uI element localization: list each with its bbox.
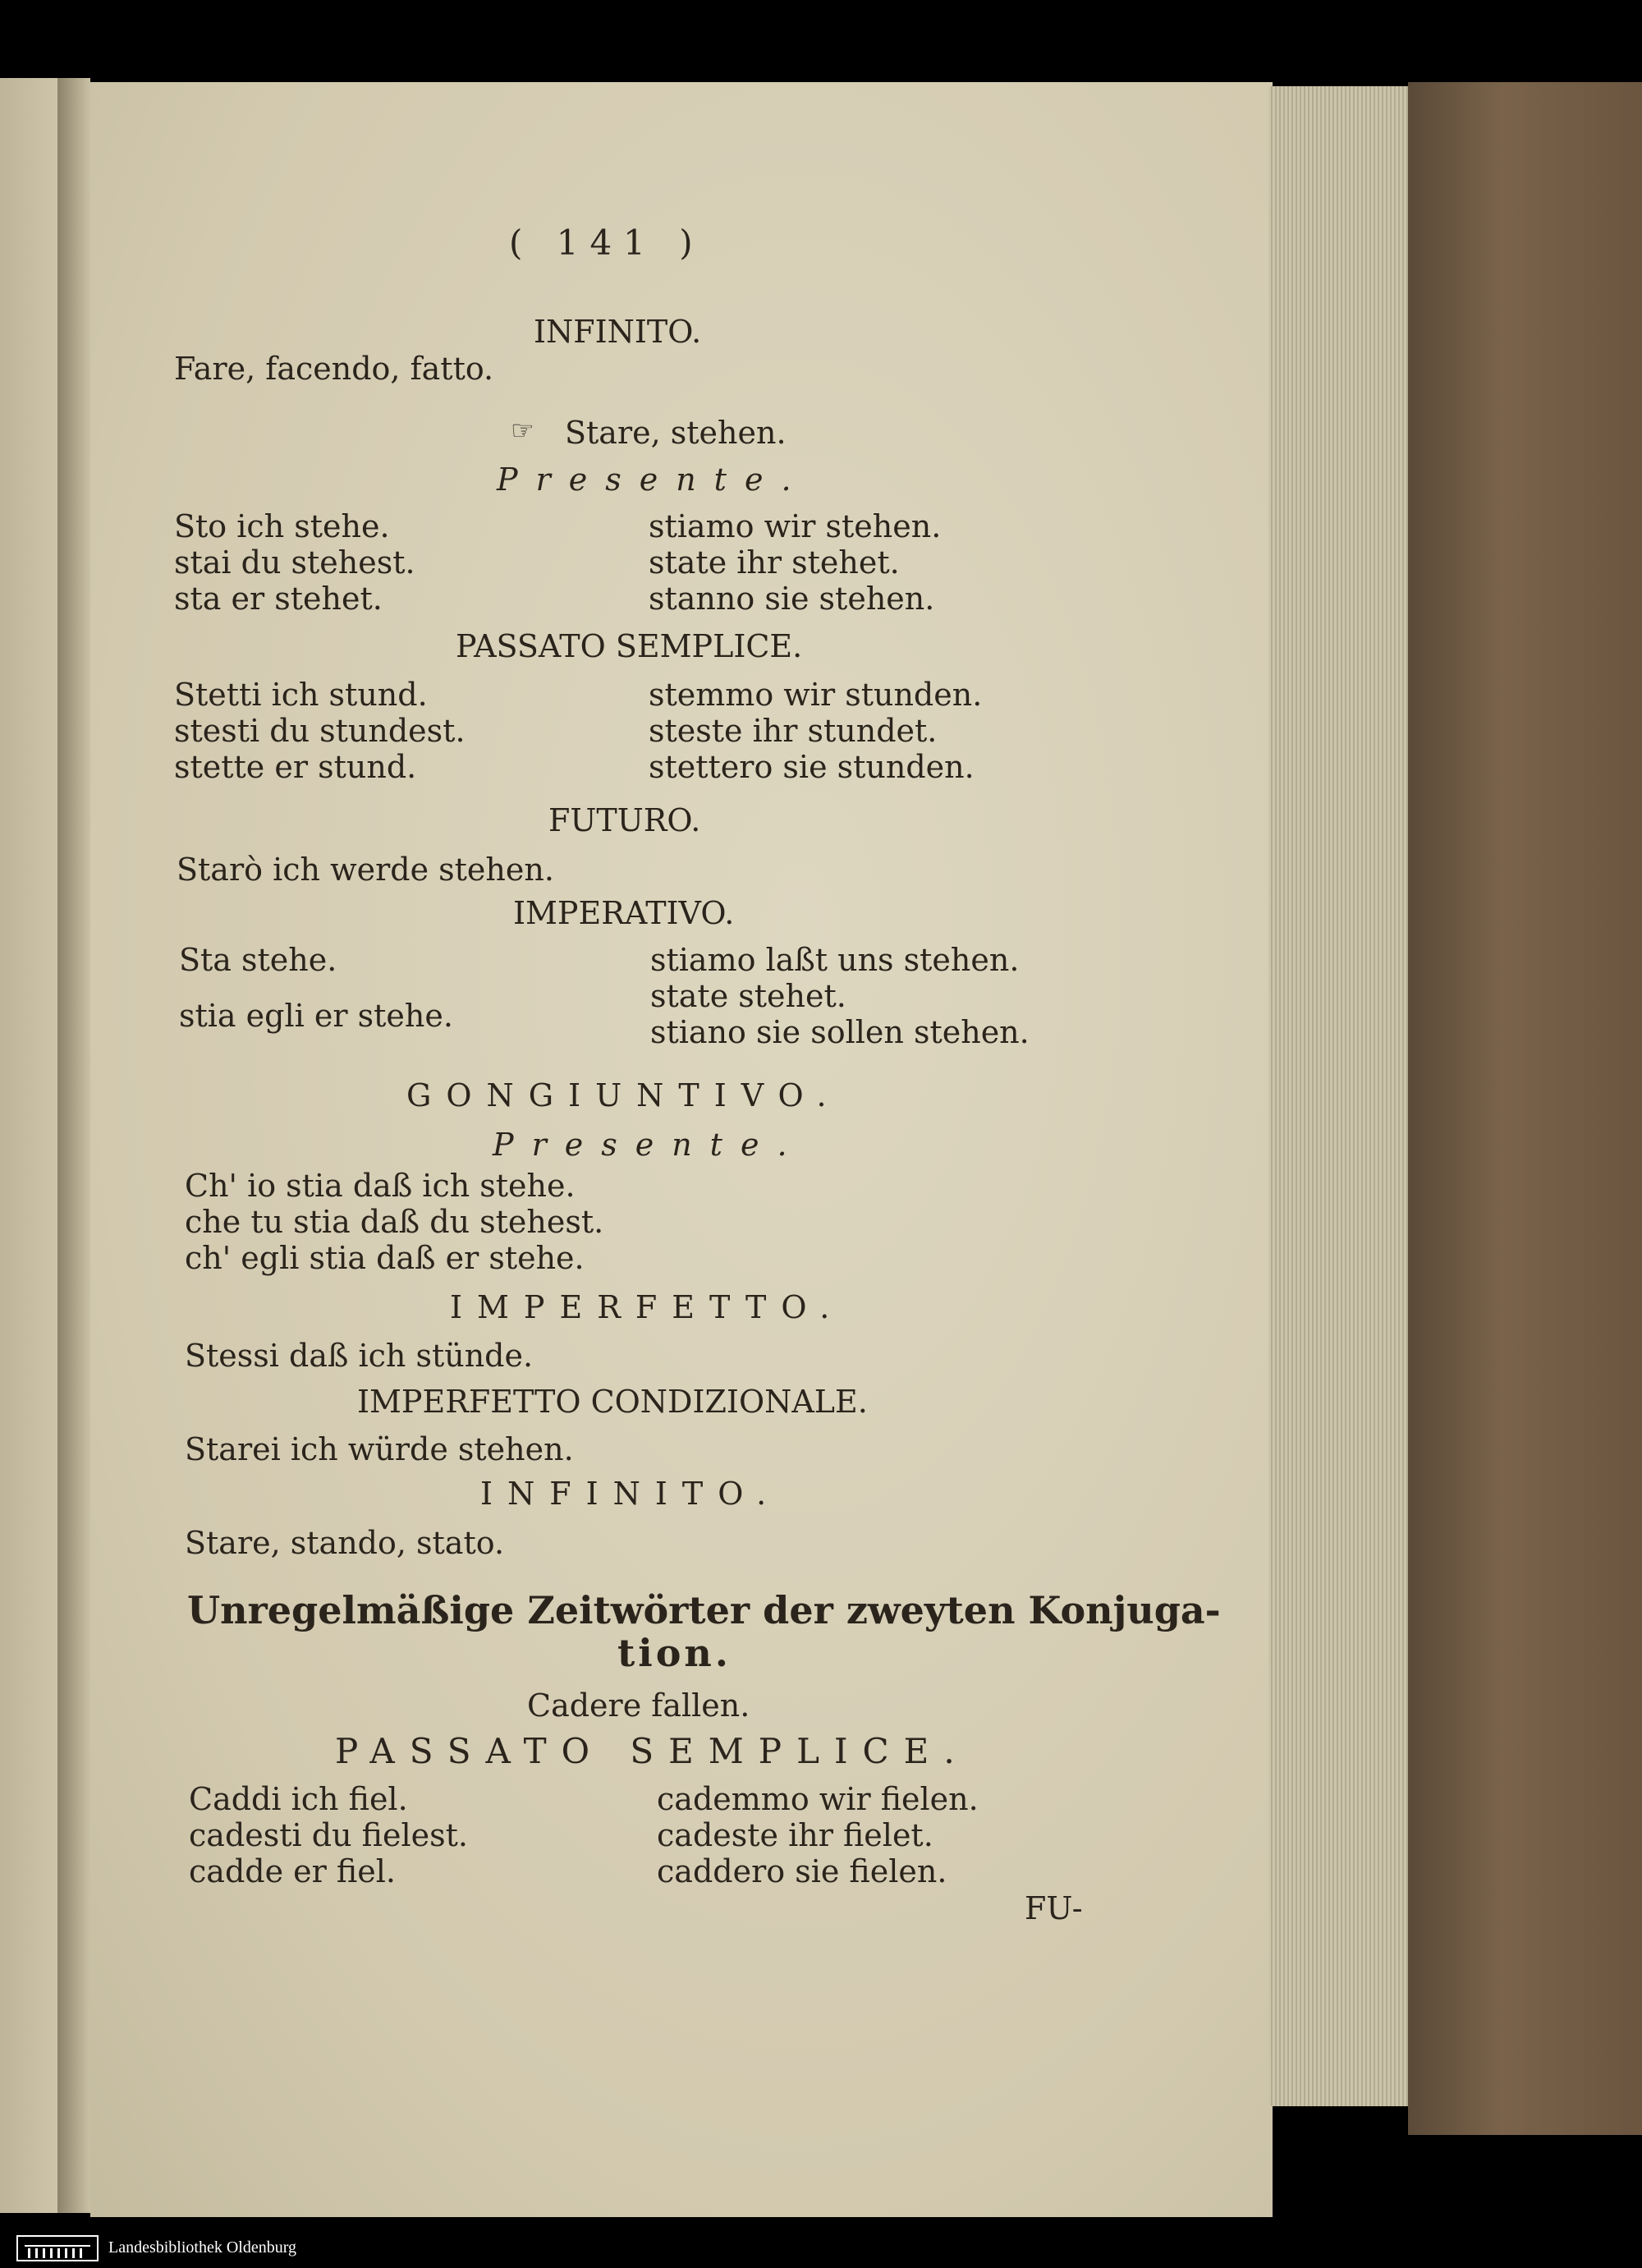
heading-presente: Presente. (497, 461, 810, 498)
cadere-left-2: cadesti du fielest. (189, 1817, 468, 1853)
library-building-icon (16, 2235, 99, 2261)
footer-bar (0, 2229, 1642, 2268)
imperativo-right-3: stiano sie sollen stehen. (650, 1014, 1030, 1050)
page-block-edge (1268, 86, 1408, 2106)
condizionale-line: Starei ich würde stehen. (185, 1431, 574, 1467)
passato-right-1: stemmo wir stunden. (649, 677, 983, 713)
heading-congiuntivo-presente: Presente. (493, 1127, 805, 1163)
presente-left-2: stai du stehest. (174, 544, 415, 581)
cadere-left-3: cadde er fiel. (189, 1853, 396, 1889)
heading-imperfetto-condizionale: IMPERFETTO CONDIZIONALE. (357, 1384, 868, 1420)
presente-right-1: stiamo wir stehen. (649, 508, 942, 544)
book-gutter (57, 78, 90, 2213)
congiuntivo-line-2: che tu stia daß du stehest. (185, 1204, 604, 1240)
imperativo-right-1: stiamo laßt uns stehen. (650, 942, 1020, 978)
heading-imperativo: IMPERATIVO. (513, 895, 735, 931)
congiuntivo-line-1: Ch' io stia daß ich stehe. (185, 1168, 576, 1204)
imperativo-left-1: Sta stehe. (179, 942, 337, 978)
presente-left-1: Sto ich stehe. (174, 508, 390, 544)
heading-passato-semplice: PASSATO SEMPLICE. (456, 628, 803, 664)
library-name: Landesbibliothek Oldenburg (108, 2238, 297, 2257)
heading-imperfetto: IMPERFETTO. (450, 1289, 845, 1325)
verb-title-stare: Stare, stehen. (565, 415, 787, 451)
cadere-right-3: caddero sie fielen. (657, 1853, 947, 1889)
section-title-line-1: Unregelmäßige Zeitwörter der zweyten Konjuga- (187, 1588, 1221, 1632)
passato-right-3: stettero sie stunden. (649, 749, 975, 785)
imperativo-right-2: state stehet. (650, 978, 846, 1014)
presente-right-3: stanno sie stehen. (649, 581, 935, 617)
heading-infinito-fare: INFINITO. (534, 314, 702, 350)
imperfetto-line: Stessi daß ich stünde. (185, 1338, 534, 1374)
page-number: ( 141 ) (509, 223, 704, 263)
imperativo-left-2: stia egli er stehe. (179, 998, 453, 1034)
heading-passato-semplice-cadere: PASSATO SEMPLICE. (335, 1731, 970, 1771)
cadere-right-2: cadeste ihr fielet. (657, 1817, 933, 1853)
catchword: FU- (1025, 1890, 1083, 1926)
hand-pointer-icon: ☞ (511, 415, 534, 446)
heading-infinito-stare: INFINITO. (480, 1476, 782, 1512)
passato-right-2: steste ihr stundet. (649, 713, 938, 749)
cadere-right-1: cademmo wir fielen. (657, 1781, 979, 1817)
cadere-left-1: Caddi ich fiel. (189, 1781, 408, 1817)
presente-right-2: state ihr stehet. (649, 544, 900, 581)
congiuntivo-line-3: ch' egli stia daß er stehe. (185, 1240, 585, 1276)
presente-left-3: sta er stehet. (174, 581, 383, 617)
verb-cadere: Cadere fallen. (527, 1687, 750, 1724)
passato-left-3: stette er stund. (174, 749, 417, 785)
heading-congiuntivo: GONGIUNTIVO. (406, 1077, 842, 1113)
section-title-line-2: tion. (617, 1631, 732, 1675)
infinito-stare-line: Stare, stando, stato. (185, 1525, 505, 1561)
book-cover-edge (1408, 82, 1642, 2135)
passato-left-1: Stetti ich stund. (174, 677, 428, 713)
infinito-fare-line: Fare, facendo, fatto. (174, 351, 494, 387)
heading-futuro: FUTURO. (548, 802, 701, 838)
passato-left-2: stesti du stundest. (174, 713, 466, 749)
futuro-line: Starò ich werde stehen. (177, 852, 554, 888)
